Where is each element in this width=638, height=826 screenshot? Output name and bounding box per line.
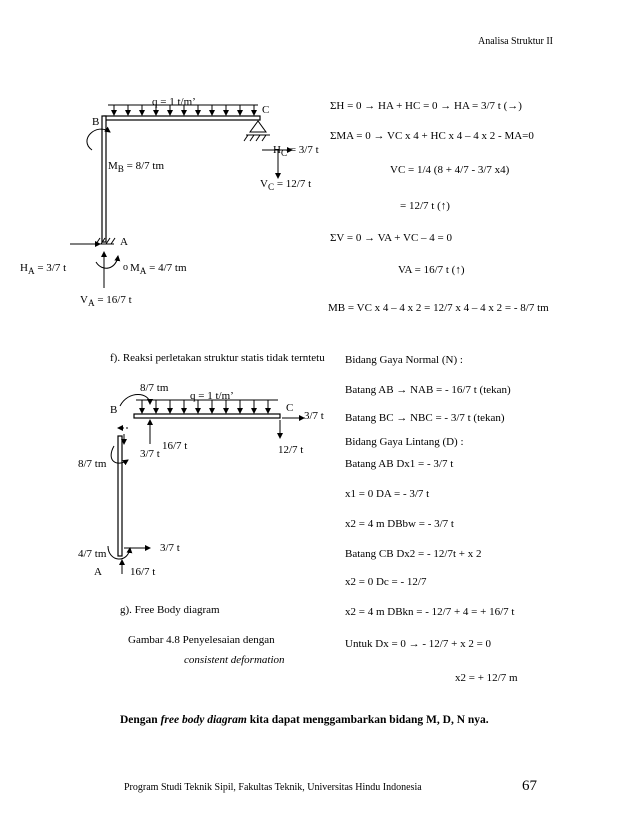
eq-vc: VC = 1/4 (8 + 4/7 - 3/7 x4)	[390, 164, 510, 176]
d2-node-a: A	[94, 566, 102, 578]
d1-load-label: q = 1 t/m’	[152, 96, 196, 108]
d1-va-label: $V_A = 16/7$ t	[80, 294, 132, 309]
eq-sum-h: ΣH = 0 → HA + HC = 0 → HA = 3/7 t (→)	[330, 100, 522, 112]
caption-g: g). Free Body diagram	[120, 604, 220, 616]
d2-c-right: 3/7 t	[304, 410, 324, 422]
d1-node-b: B	[92, 116, 100, 128]
figure-caption-line2: consistent deformation	[184, 654, 285, 666]
d1-ma-label: $M_A = 4/7$ tm	[130, 262, 187, 277]
d2-mb-top: 8/7 tm	[140, 382, 169, 394]
shear-row-1: Batang AB Dx1 = - 3/7 t	[345, 458, 454, 470]
d2-left-moment: 8/7 tm	[78, 458, 107, 470]
d2-a-v: 16/7 t	[130, 566, 156, 578]
d2-c-down: 12/7 t	[278, 444, 304, 456]
eq-va: VA = 16/7 t (↑)	[398, 264, 465, 276]
running-title: Analisa Struktur II	[478, 36, 553, 47]
shear-row-5: x2 = 0 Dc = - 12/7	[345, 576, 427, 588]
eq-sum-ma: ΣMA = 0 → VC x 4 + HC x 4 – 4 x 2 - MA=0	[330, 130, 534, 142]
normal-row-bc: Batang BC → NBC = - 3/7 t (tekan)	[345, 412, 505, 424]
d2-node-c: C	[286, 402, 294, 414]
d1-o-mark: o	[123, 262, 128, 273]
fbd-beam-bc	[134, 414, 280, 418]
d1-vc-label: $V_C = 12/7$ t	[260, 178, 312, 193]
d1-ha-label: $H_A = 3/7$ t	[20, 262, 67, 277]
caption-f: f). Reaksi perletakan struktur statis tidak terntetu	[110, 352, 325, 364]
d2-load-label: q = 1 t/m’	[190, 390, 234, 402]
shear-row-7: Untuk Dx = 0 → - 12/7 + x 2 = 0	[345, 638, 492, 650]
eq-sum-v: ΣV = 0 → VA + VC – 4 = 0	[330, 232, 453, 244]
d2-a-h: 3/7 t	[160, 542, 180, 554]
shear-row-8: x2 = + 12/7 m	[455, 672, 518, 684]
fbd-column-ab	[118, 436, 122, 556]
normal-title: Bidang Gaya Normal (N) :	[345, 354, 463, 366]
shear-row-2: x1 = 0 DA = - 3/7 t	[345, 488, 430, 500]
d1-mb-label: $M_B = 8/7$ tm	[108, 160, 165, 175]
d2-a-moment: 4/7 tm	[78, 548, 107, 560]
page-number: 67	[522, 778, 537, 794]
shear-row-4: Batang CB Dx2 = - 12/7t + x 2	[345, 548, 482, 560]
d1-node-a: A	[120, 236, 128, 248]
figure-caption-line1: Gambar 4.8 Penyelesaian dengan	[128, 634, 275, 646]
d1-hc-label: $H_C = 3/7$ t	[273, 144, 319, 159]
eq-mb: MB = VC x 4 – 4 x 2 = 12/7 x 4 – 4 x 2 = - 8/7 tm	[328, 302, 549, 314]
footer-text: Program Studi Teknik Sipil, Fakultas Teknik, Universitas Hindu Indonesia	[124, 782, 422, 793]
shear-row-3: x2 = 4 m DBbw = - 3/7 t	[345, 518, 454, 530]
closing-sentence: Dengan free body diagram kita dapat menggambarkan bidang M, D, N nya.	[120, 714, 489, 726]
eq-vc-result: = 12/7 t (↑)	[400, 200, 450, 212]
normal-row-ab: Batang AB → NAB = - 16/7 t (tekan)	[345, 384, 511, 396]
d2-b-v: 16/7 t	[162, 440, 188, 452]
d2-b-h: 3/7 t	[140, 448, 160, 460]
shear-title: Bidang Gaya Lintang (D) :	[345, 436, 464, 448]
d1-node-c: C	[262, 104, 270, 116]
d2-node-b: B	[110, 404, 118, 416]
shear-row-6: x2 = 4 m DBkn = - 12/7 + 4 = + 16/7 t	[345, 606, 515, 618]
